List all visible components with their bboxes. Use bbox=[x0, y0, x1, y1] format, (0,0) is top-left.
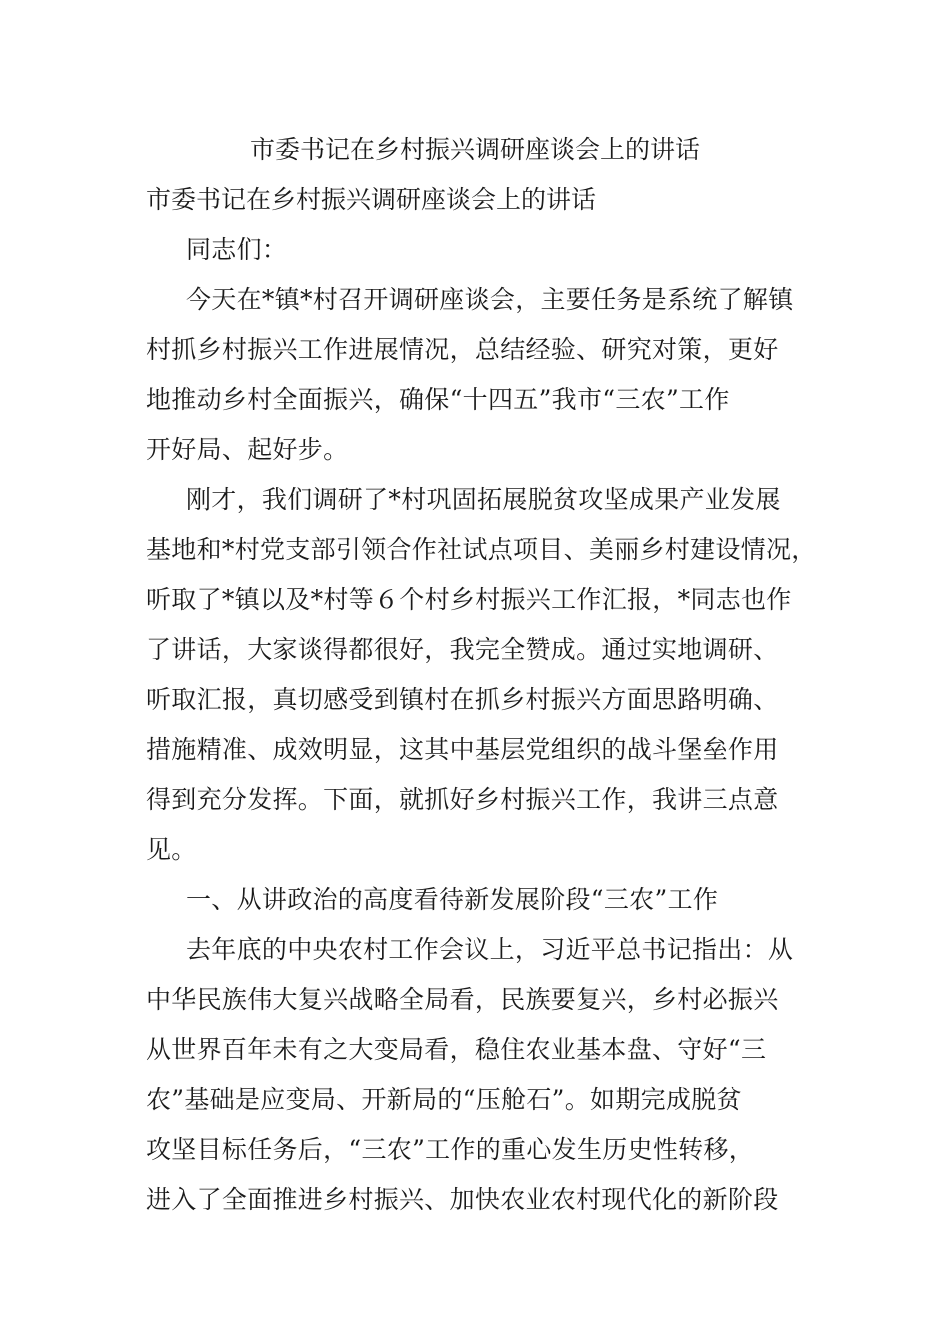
paragraph-line: 中华民族伟大复兴战略全局看，民族要复兴，乡村必振兴 bbox=[146, 985, 779, 1014]
paragraph-line: 地推动乡村全面振兴，确保“十四五”我市“三农”工作 bbox=[146, 385, 730, 414]
paragraph-line: 进入了全面推进乡村振兴、加快农业农村现代化的新阶段 bbox=[146, 1185, 779, 1214]
paragraph-line: 见。 bbox=[146, 835, 197, 864]
paragraph-line: 从世界百年未有之大变局看，稳住农业基本盘、守好“三 bbox=[146, 1035, 767, 1064]
paragraph-line: 刚才，我们调研了*村巩固拓展脱贫攻坚成果产业发展 bbox=[186, 485, 781, 514]
paragraph-line: 听取汇报，真切感受到镇村在抓乡村振兴方面思路明确、 bbox=[146, 685, 779, 714]
paragraph-line: 攻坚目标任务后，“三农”工作的重心发生历史性转移， bbox=[146, 1135, 755, 1164]
document-title: 市委书记在乡村振兴调研座谈会上的讲话 bbox=[249, 135, 700, 164]
paragraph-line: 今天在*镇*村召开调研座谈会，主要任务是系统了解镇 bbox=[186, 285, 794, 314]
paragraph-line: 开好局、起好步。 bbox=[146, 435, 349, 464]
salutation-line: 同志们： bbox=[186, 235, 288, 264]
paragraph-line: 农”基础是应变局、开新局的“压舱石”。如期完成脱贫 bbox=[146, 1085, 742, 1114]
paragraph-line: 村抓乡村振兴工作进展情况，总结经验、研究对策，更好 bbox=[146, 335, 779, 364]
document-subtitle: 市委书记在乡村振兴调研座谈会上的讲话 bbox=[146, 185, 597, 214]
paragraph-line: 得到充分发挥。下面，就抓好乡村振兴工作，我讲三点意 bbox=[146, 785, 779, 814]
paragraph-line: 基地和*村党支部引领合作社试点项目、美丽乡村建设情况， bbox=[146, 535, 817, 564]
paragraph-line: 措施精准、成效明显，这其中基层党组织的战斗堡垒作用 bbox=[146, 735, 779, 764]
paragraph-line: 听取了*镇以及*村等６个村乡村振兴工作汇报，*同志也作 bbox=[146, 585, 792, 614]
paragraph-line: 去年底的中央农村工作会议上，习近平总书记指出：从 bbox=[186, 935, 794, 964]
paragraph-line: 了讲话，大家谈得都很好，我完全赞成。通过实地调研、 bbox=[146, 635, 779, 664]
section-heading: 一、从讲政治的高度看待新发展阶段“三农”工作 bbox=[186, 885, 719, 914]
